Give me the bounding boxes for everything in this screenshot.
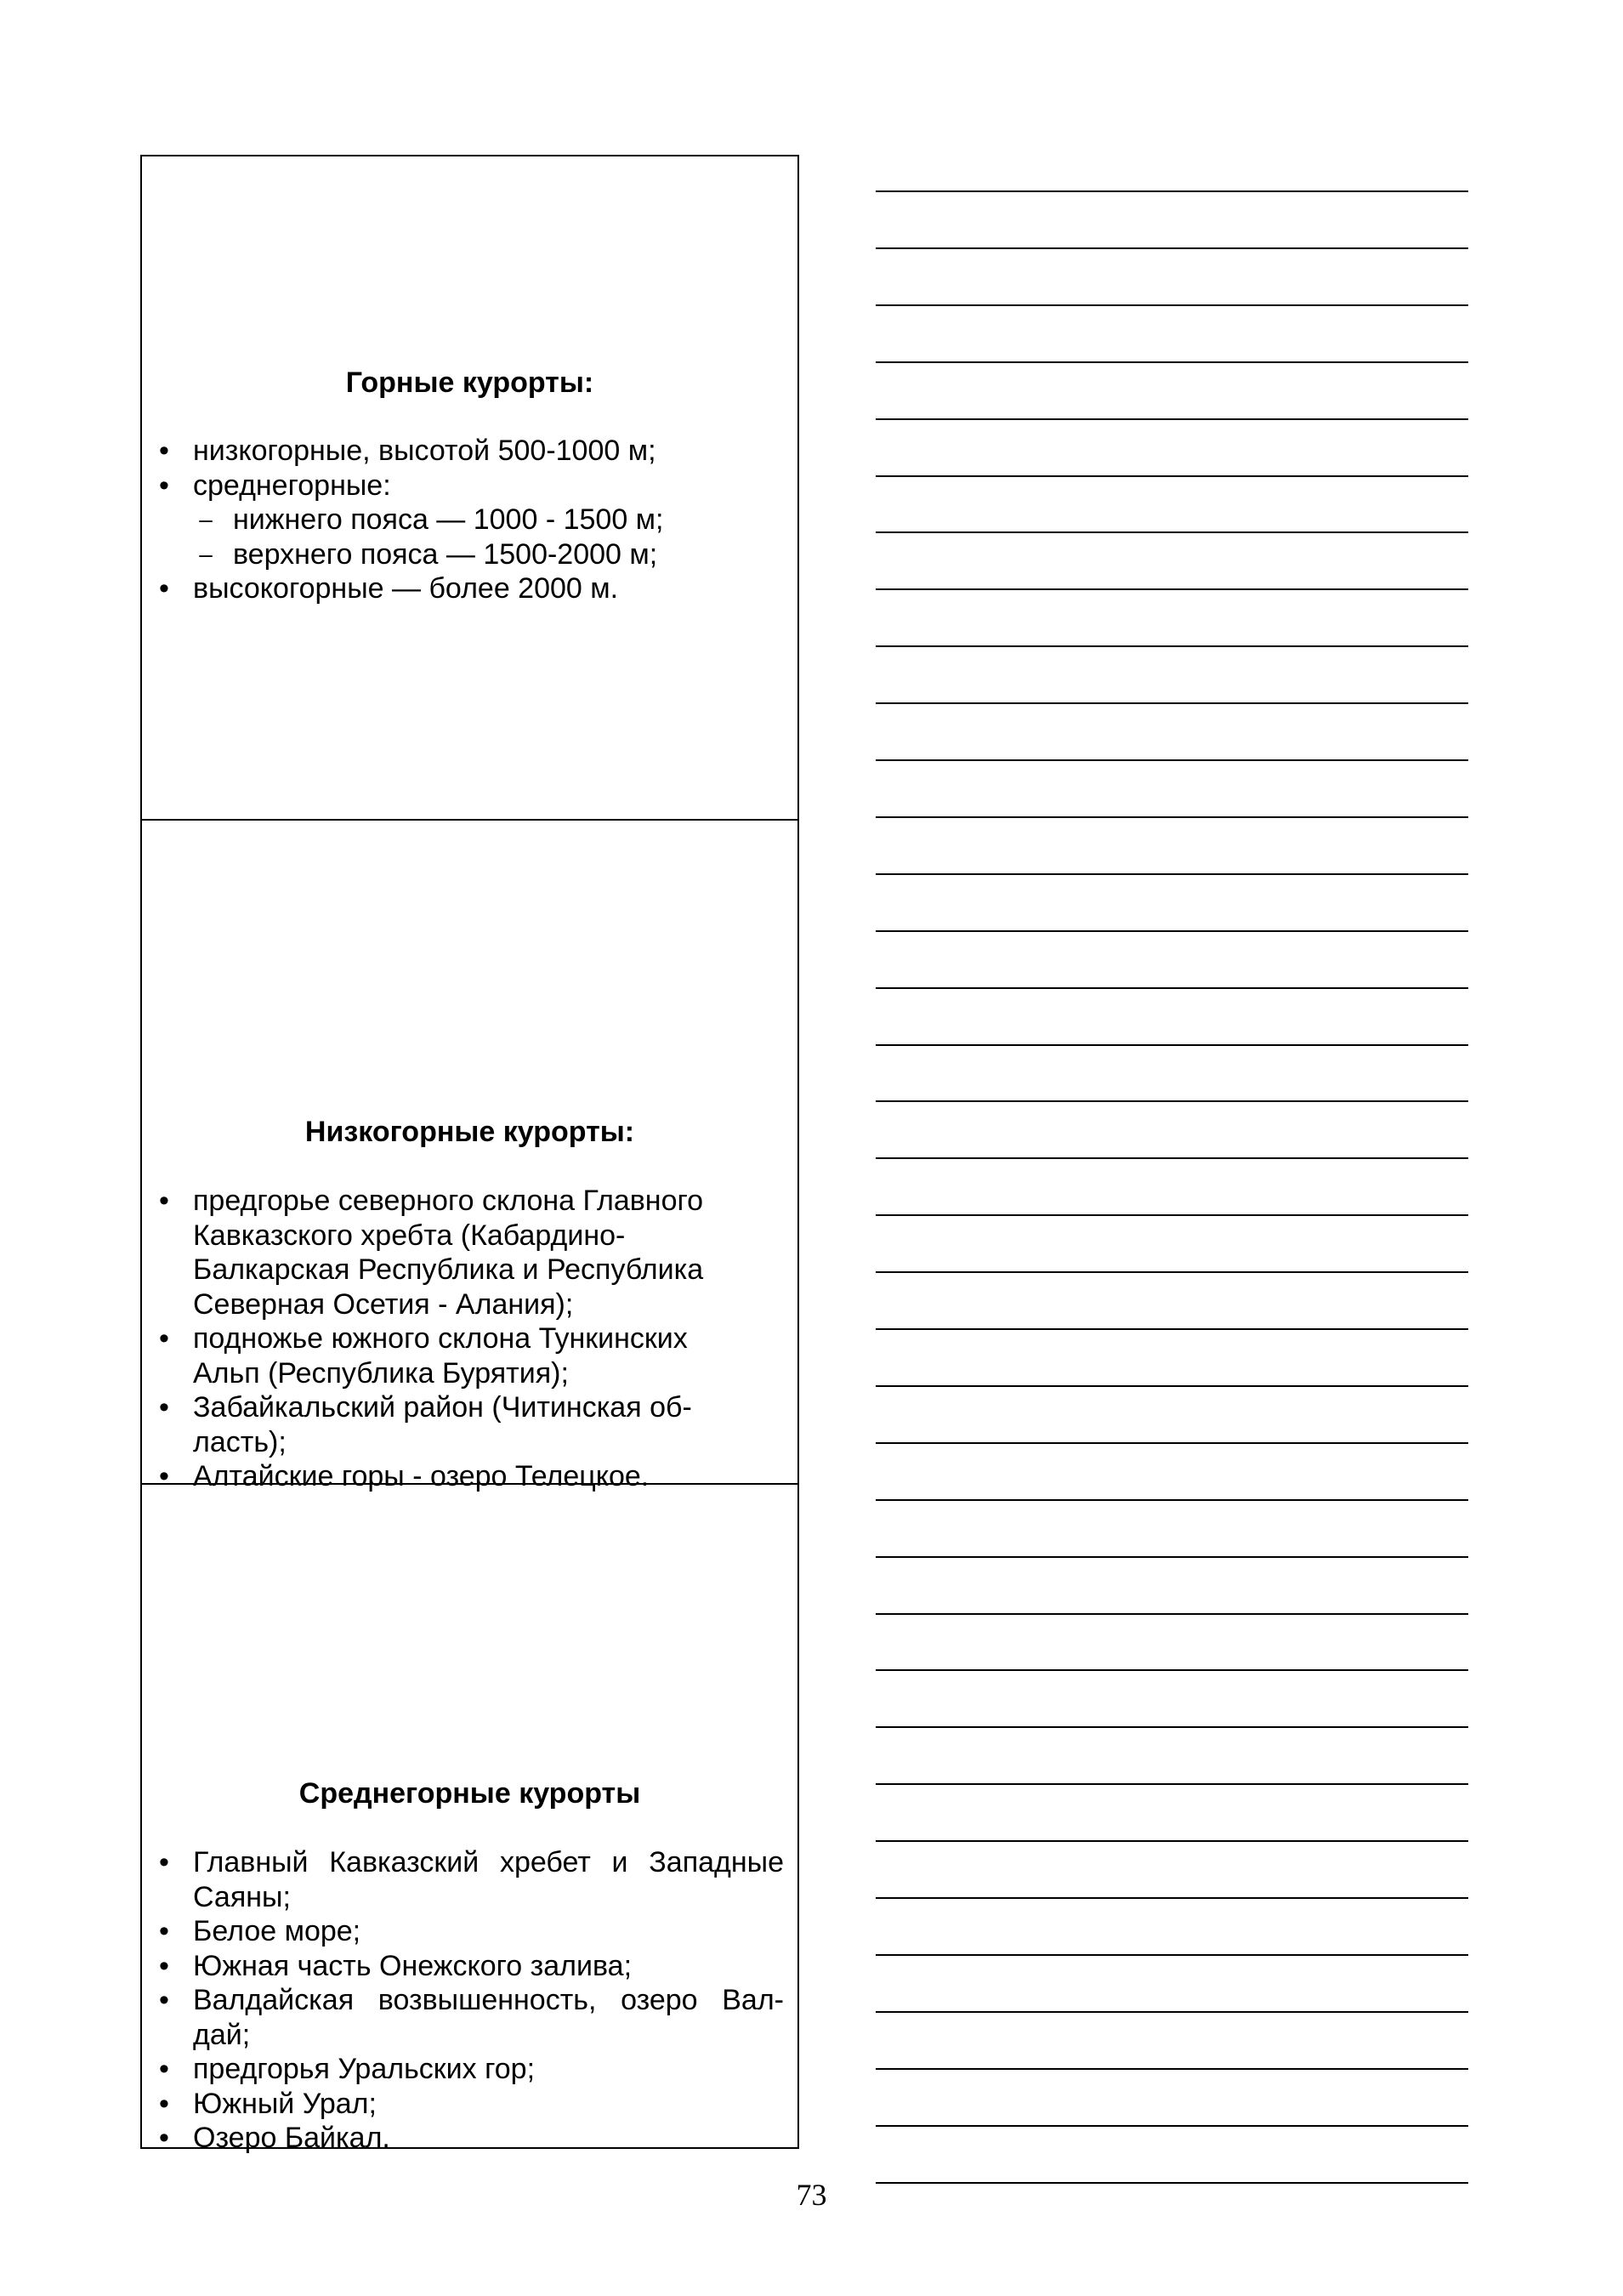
note-line xyxy=(876,873,1468,875)
note-line xyxy=(876,1726,1468,1728)
bullet-icon: • xyxy=(159,435,169,467)
note-line xyxy=(876,1214,1468,1216)
note-line xyxy=(876,1100,1468,1102)
note-line xyxy=(876,1157,1468,1159)
note-line xyxy=(876,816,1468,818)
bullet-icon: • xyxy=(159,2122,169,2154)
note-line xyxy=(876,1328,1468,1330)
note-line xyxy=(876,1271,1468,1273)
note-line xyxy=(876,1669,1468,1671)
note-line xyxy=(876,247,1468,249)
note-line xyxy=(876,2011,1468,2013)
note-line xyxy=(876,1499,1468,1501)
note-line xyxy=(876,361,1468,363)
list-item: • Забайкальский район (Читинская об- ласть); xyxy=(193,1390,784,1459)
bullet-icon: • xyxy=(159,1846,169,1878)
list-item: • низкогорные, высотой 500-1000 м; xyxy=(193,434,784,469)
bullet-icon: • xyxy=(159,2087,169,2120)
note-line xyxy=(876,304,1468,306)
note-line xyxy=(876,418,1468,420)
list-item: • среднегорные: xyxy=(193,469,784,503)
sub-list-item: – верхнего пояса — 1500-2000 м; xyxy=(193,537,784,572)
handout-slides xyxy=(140,155,799,2154)
bullet-icon: • xyxy=(159,1322,169,1355)
slide-title: Горные курорты: xyxy=(345,367,594,399)
slide-mountain-resorts xyxy=(140,155,799,821)
slide-mid-mountain-resorts xyxy=(140,1483,799,2154)
list-item: • Озеро Байкал. xyxy=(193,2121,784,2156)
note-line xyxy=(876,759,1468,761)
page-number: 73 xyxy=(796,2178,827,2212)
note-line xyxy=(876,588,1468,590)
dash-icon: – xyxy=(199,540,213,567)
bullet-icon: • xyxy=(159,1391,169,1424)
note-line xyxy=(876,930,1468,932)
notes-lines-area xyxy=(876,0,1468,2143)
bullet-icon: • xyxy=(159,469,169,502)
note-line xyxy=(876,1613,1468,1615)
bullet-icon: • xyxy=(159,2053,169,2085)
list-item: • Белое море; xyxy=(193,1914,784,1949)
bullet-icon: • xyxy=(159,1984,169,2016)
note-line xyxy=(876,2125,1468,2127)
note-line xyxy=(876,1442,1468,1444)
bullet-icon: • xyxy=(159,1460,169,1492)
note-line xyxy=(876,1044,1468,1046)
list-item: • предгорье северного склона Главного Кавказского хребта (Кабардино- Балкарская Республика и Республика Северная Осетия - Алания); xyxy=(193,1184,784,1321)
bullet-icon: • xyxy=(159,572,169,605)
note-line xyxy=(876,645,1468,647)
bullet-icon: • xyxy=(159,1915,169,1947)
note-line xyxy=(876,702,1468,704)
list-item: • Южная часть Онежского залива; xyxy=(193,1949,784,1984)
list-item: • Южный Урал; xyxy=(193,2087,784,2122)
list-item: • высокогорные — более 2000 м. xyxy=(193,571,784,606)
note-line xyxy=(876,1897,1468,1899)
list-item: • подножье южного склона Тункинских Альп (Республика Бурятия); xyxy=(193,1321,784,1390)
note-line xyxy=(876,1954,1468,1956)
note-line xyxy=(876,1556,1468,1558)
note-line xyxy=(876,1783,1468,1785)
list-item: • Алтайские горы - озеро Телецкое. xyxy=(193,1459,784,1494)
list-item: • Главный Кавказский хребет и Западные Саяны; xyxy=(193,1845,784,1914)
list-item: • Валдайская возвышенность, озеро Вал- дай; xyxy=(193,1983,784,2052)
slide-low-mountain-resorts xyxy=(140,819,799,1492)
note-line xyxy=(876,531,1468,533)
dash-icon: – xyxy=(199,506,213,532)
bullet-icon: • xyxy=(159,1185,169,1217)
slide-title: Низкогорные курорты: xyxy=(304,1116,635,1148)
note-line xyxy=(876,1385,1468,1387)
slide-list xyxy=(159,434,784,606)
slide-list xyxy=(159,1845,784,2156)
slide-title: Среднегорные курорты xyxy=(298,1777,641,1810)
note-line xyxy=(876,2068,1468,2070)
note-line xyxy=(876,475,1468,477)
note-line xyxy=(876,190,1468,192)
note-line xyxy=(876,987,1468,989)
note-line xyxy=(876,1840,1468,1842)
bullet-icon: • xyxy=(159,1949,169,1982)
sub-list-item: – нижнего пояса — 1000 - 1500 м; xyxy=(193,503,784,537)
slide-list xyxy=(159,1184,784,1494)
list-item: • предгорья Уральских гор; xyxy=(193,2052,784,2087)
